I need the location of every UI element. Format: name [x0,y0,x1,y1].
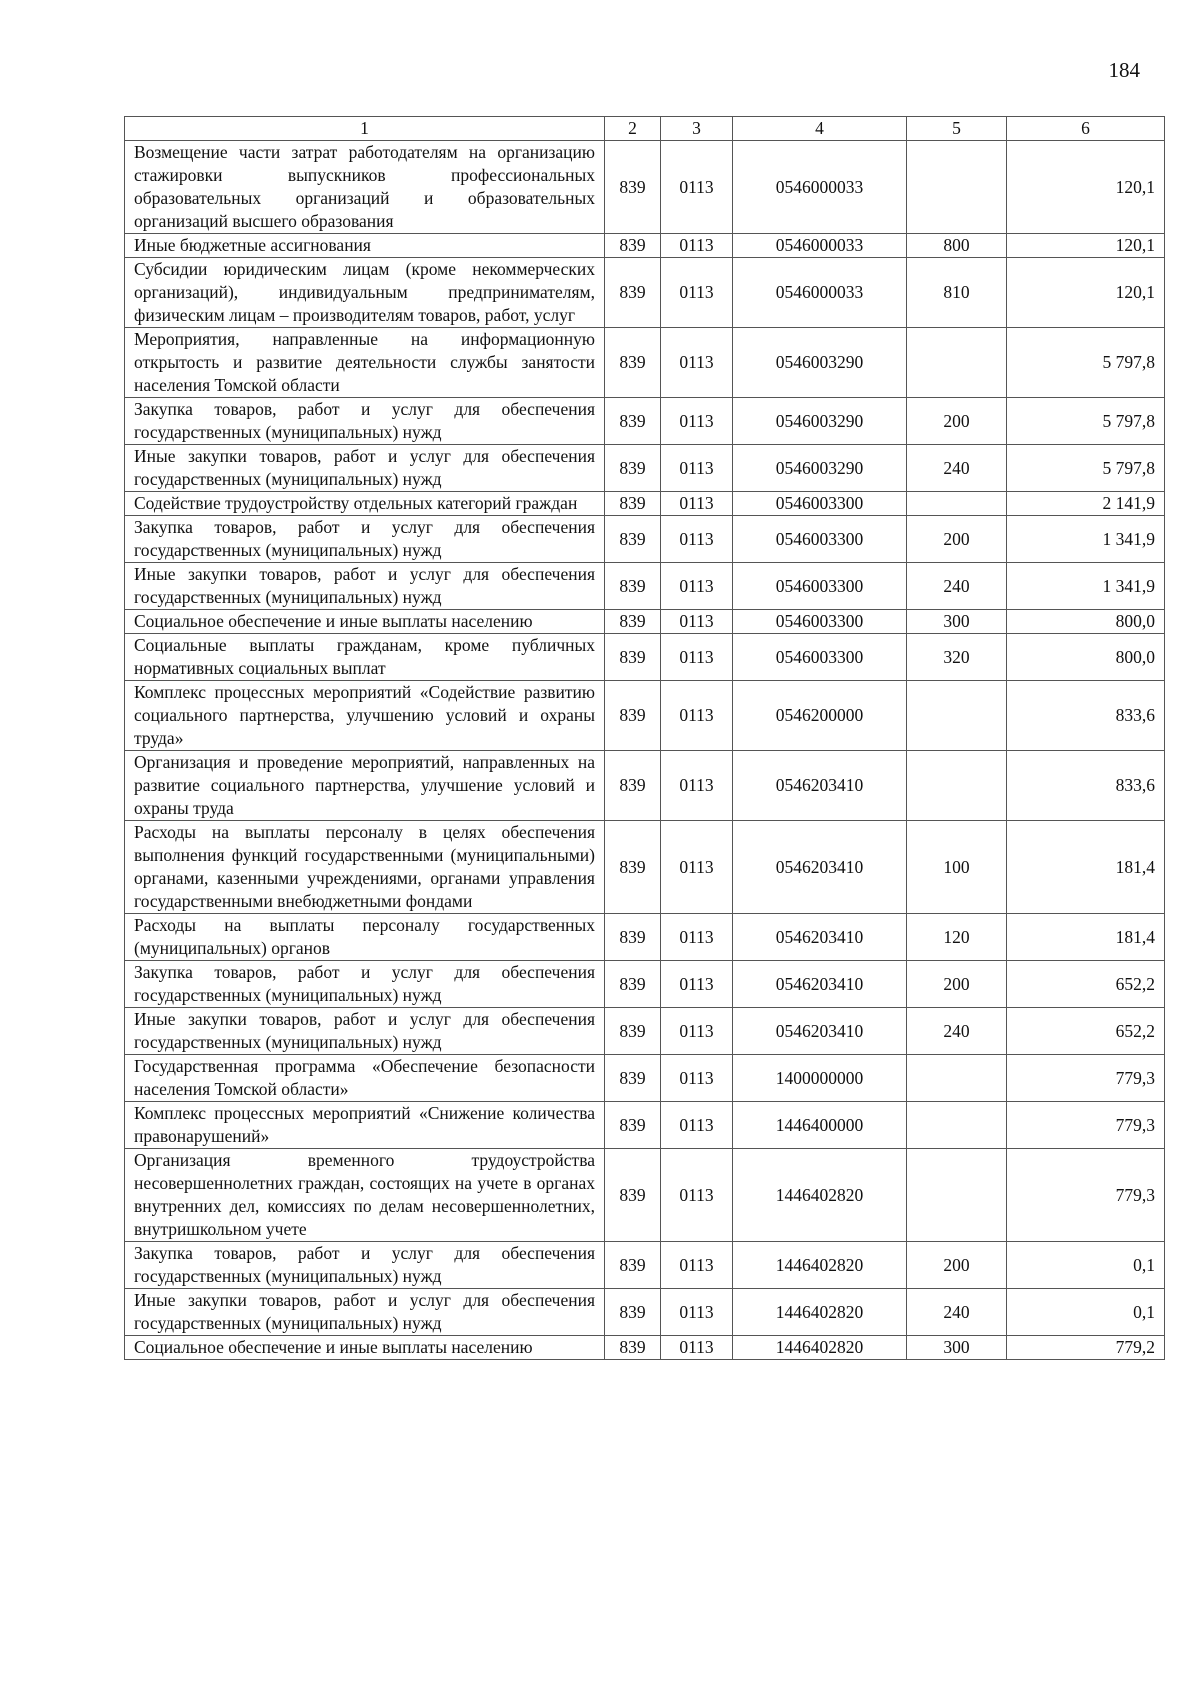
column-header: 2 [605,117,661,141]
row-description: Комплекс процессных мероприятий «Снижение количества правонарушений» [125,1102,605,1149]
row-expense-type [907,1149,1007,1242]
page-number: 184 [1108,58,1140,82]
row-description: Расходы на выплаты персоналу государственных (муниципальных) органов [125,914,605,961]
row-department-code: 839 [605,258,661,328]
row-section-code: 0113 [661,1336,733,1360]
row-section-code: 0113 [661,1055,733,1102]
row-section-code: 0113 [661,563,733,610]
row-department-code: 839 [605,234,661,258]
row-target-article: 0546203410 [733,751,907,821]
row-description: Иные закупки товаров, работ и услуг для обеспечения государственных (муниципальных) нужд [125,563,605,610]
row-department-code: 839 [605,1008,661,1055]
row-target-article: 0546203410 [733,1008,907,1055]
table-row [125,492,1165,516]
row-department-code: 839 [605,634,661,681]
table-row [125,398,1165,445]
row-target-article: 0546003290 [733,398,907,445]
row-target-article: 0546003300 [733,634,907,681]
row-amount: 652,2 [1007,1008,1165,1055]
table-row [125,1242,1165,1289]
row-department-code: 839 [605,398,661,445]
table-row [125,1149,1165,1242]
row-department-code: 839 [605,751,661,821]
row-description: Закупка товаров, работ и услуг для обеспечения государственных (муниципальных) нужд [125,1242,605,1289]
row-amount: 800,0 [1007,634,1165,681]
row-section-code: 0113 [661,610,733,634]
row-department-code: 839 [605,1242,661,1289]
row-description: Государственная программа «Обеспечение безопасности населения Томской области» [125,1055,605,1102]
row-section-code: 0113 [661,1102,733,1149]
row-description: Возмещение части затрат работодателям на организацию стажировки выпускников профессиональных образовательных организаций и образовательных организаций высшего образования [125,141,605,234]
table-row [125,563,1165,610]
row-expense-type: 200 [907,1242,1007,1289]
row-department-code: 839 [605,1289,661,1336]
row-department-code: 839 [605,328,661,398]
row-expense-type: 810 [907,258,1007,328]
header-row [125,117,1165,141]
row-target-article: 0546200000 [733,681,907,751]
row-target-article: 1446402820 [733,1289,907,1336]
row-target-article: 0546003290 [733,328,907,398]
column-header: 6 [1007,117,1165,141]
table-row [125,914,1165,961]
row-description: Закупка товаров, работ и услуг для обеспечения государственных (муниципальных) нужд [125,961,605,1008]
row-amount: 1 341,9 [1007,563,1165,610]
row-amount: 779,2 [1007,1336,1165,1360]
row-section-code: 0113 [661,681,733,751]
row-amount: 2 141,9 [1007,492,1165,516]
row-department-code: 839 [605,914,661,961]
row-department-code: 839 [605,492,661,516]
row-amount: 0,1 [1007,1289,1165,1336]
row-description: Иные бюджетные ассигнования [125,234,605,258]
row-description: Закупка товаров, работ и услуг для обеспечения государственных (муниципальных) нужд [125,398,605,445]
row-amount: 120,1 [1007,141,1165,234]
row-expense-type: 200 [907,398,1007,445]
row-section-code: 0113 [661,141,733,234]
row-target-article: 1446400000 [733,1102,907,1149]
row-expense-type: 320 [907,634,1007,681]
row-section-code: 0113 [661,492,733,516]
row-section-code: 0113 [661,1242,733,1289]
row-description: Организация временного трудоустройства несовершеннолетних граждан, состоящих на учете в органах внутренних дел, комиссиях по делам несовершеннолетних, внутришкольном учете [125,1149,605,1242]
row-description: Закупка товаров, работ и услуг для обеспечения государственных (муниципальных) нужд [125,516,605,563]
table-row [125,821,1165,914]
row-description: Иные закупки товаров, работ и услуг для обеспечения государственных (муниципальных) нужд [125,1008,605,1055]
row-expense-type [907,141,1007,234]
row-amount: 0,1 [1007,1242,1165,1289]
row-expense-type: 800 [907,234,1007,258]
row-target-article: 0546003300 [733,492,907,516]
table-row [125,234,1165,258]
row-expense-type: 300 [907,610,1007,634]
column-header: 4 [733,117,907,141]
table-header [125,117,1165,141]
table-row [125,1102,1165,1149]
row-description: Субсидии юридическим лицам (кроме некоммерческих организаций), индивидуальным предпринимателям, физическим лицам – производителям товаров, работ, услуг [125,258,605,328]
row-target-article: 0546203410 [733,914,907,961]
table-row [125,516,1165,563]
row-department-code: 839 [605,961,661,1008]
row-description: Социальное обеспечение и иные выплаты населению [125,610,605,634]
row-description: Иные закупки товаров, работ и услуг для обеспечения государственных (муниципальных) нужд [125,1289,605,1336]
row-target-article: 0546000033 [733,258,907,328]
row-target-article: 1446402820 [733,1336,907,1360]
row-target-article: 0546003300 [733,563,907,610]
row-target-article: 0546003300 [733,516,907,563]
row-description: Расходы на выплаты персоналу в целях обеспечения выполнения функций государственными (муниципальными) органами, казенными учреждениями, органами управления государственными внебюджетными фондами [125,821,605,914]
row-target-article: 0546003290 [733,445,907,492]
row-section-code: 0113 [661,234,733,258]
row-expense-type [907,681,1007,751]
table-row [125,141,1165,234]
row-expense-type: 300 [907,1336,1007,1360]
row-department-code: 839 [605,141,661,234]
row-section-code: 0113 [661,751,733,821]
row-amount: 120,1 [1007,258,1165,328]
table-row [125,258,1165,328]
row-description: Организация и проведение мероприятий, направленных на развитие социального партнерства, улучшение условий и охраны труда [125,751,605,821]
row-department-code: 839 [605,1055,661,1102]
row-target-article: 0546000033 [733,141,907,234]
table-row [125,961,1165,1008]
row-expense-type [907,328,1007,398]
row-amount: 833,6 [1007,681,1165,751]
row-section-code: 0113 [661,1289,733,1336]
row-amount: 120,1 [1007,234,1165,258]
row-section-code: 0113 [661,398,733,445]
row-expense-type [907,492,1007,516]
row-section-code: 0113 [661,445,733,492]
row-description: Содействие трудоустройству отдельных категорий граждан [125,492,605,516]
table-row [125,445,1165,492]
row-department-code: 839 [605,563,661,610]
row-section-code: 0113 [661,821,733,914]
row-department-code: 839 [605,610,661,634]
row-section-code: 0113 [661,914,733,961]
table-body [125,141,1165,1360]
row-amount: 5 797,8 [1007,445,1165,492]
row-section-code: 0113 [661,328,733,398]
row-department-code: 839 [605,1149,661,1242]
row-target-article: 0546003300 [733,610,907,634]
row-description: Мероприятия, направленные на информационную открытость и развитие деятельности службы занятости населения Томской области [125,328,605,398]
row-target-article: 1446402820 [733,1242,907,1289]
row-expense-type [907,1055,1007,1102]
row-amount: 833,6 [1007,751,1165,821]
row-amount: 181,4 [1007,821,1165,914]
row-target-article: 1446402820 [733,1149,907,1242]
row-amount: 779,3 [1007,1055,1165,1102]
table-row [125,1055,1165,1102]
row-section-code: 0113 [661,258,733,328]
row-expense-type: 240 [907,1008,1007,1055]
row-department-code: 839 [605,821,661,914]
row-target-article: 1400000000 [733,1055,907,1102]
row-expense-type [907,751,1007,821]
row-amount: 5 797,8 [1007,328,1165,398]
row-expense-type: 200 [907,516,1007,563]
row-description: Социальные выплаты гражданам, кроме публичных нормативных социальных выплат [125,634,605,681]
column-header: 5 [907,117,1007,141]
row-expense-type: 100 [907,821,1007,914]
row-amount: 1 341,9 [1007,516,1165,563]
row-section-code: 0113 [661,634,733,681]
row-description: Социальное обеспечение и иные выплаты населению [125,1336,605,1360]
row-amount: 652,2 [1007,961,1165,1008]
row-expense-type [907,1102,1007,1149]
table-row [125,610,1165,634]
row-department-code: 839 [605,1102,661,1149]
budget-table [124,116,1165,1360]
row-target-article: 0546000033 [733,234,907,258]
row-department-code: 839 [605,516,661,563]
table-row [125,1008,1165,1055]
table-row [125,634,1165,681]
column-header: 1 [125,117,605,141]
row-description: Комплекс процессных мероприятий «Содействие развитию социального партнерства, улучшению условий и охраны труда» [125,681,605,751]
table-row [125,1336,1165,1360]
table-row [125,751,1165,821]
table-row [125,681,1165,751]
row-amount: 779,3 [1007,1102,1165,1149]
column-header: 3 [661,117,733,141]
row-expense-type: 240 [907,445,1007,492]
row-section-code: 0113 [661,1149,733,1242]
table-row [125,328,1165,398]
row-target-article: 0546203410 [733,821,907,914]
row-department-code: 839 [605,681,661,751]
row-section-code: 0113 [661,1008,733,1055]
row-amount: 800,0 [1007,610,1165,634]
row-department-code: 839 [605,445,661,492]
row-expense-type: 240 [907,1289,1007,1336]
row-amount: 5 797,8 [1007,398,1165,445]
table-row [125,1289,1165,1336]
row-target-article: 0546203410 [733,961,907,1008]
row-amount: 779,3 [1007,1149,1165,1242]
row-section-code: 0113 [661,961,733,1008]
row-description: Иные закупки товаров, работ и услуг для обеспечения государственных (муниципальных) нужд [125,445,605,492]
row-expense-type: 120 [907,914,1007,961]
row-section-code: 0113 [661,516,733,563]
row-department-code: 839 [605,1336,661,1360]
row-expense-type: 200 [907,961,1007,1008]
row-amount: 181,4 [1007,914,1165,961]
row-expense-type: 240 [907,563,1007,610]
